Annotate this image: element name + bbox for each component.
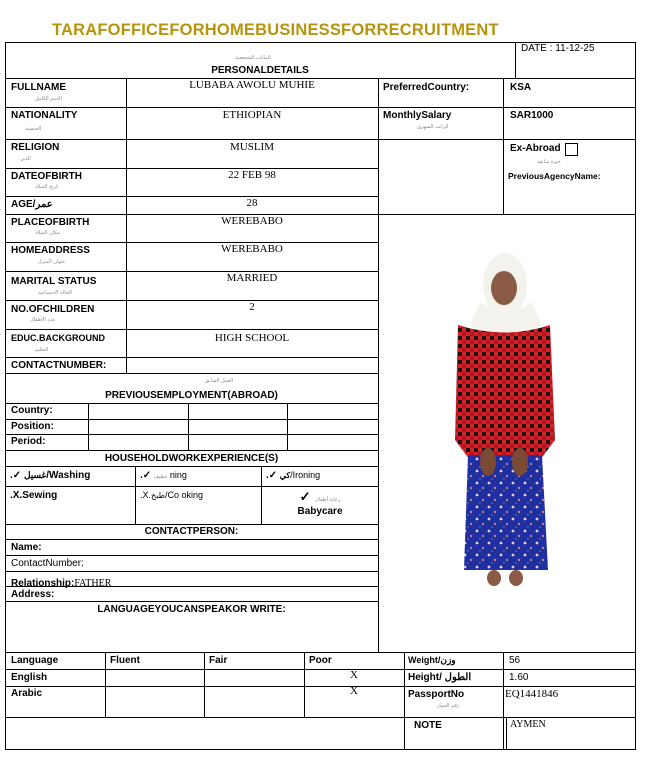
religion-value: MUSLIM <box>229 141 274 153</box>
prev-employment-heading: PREVIOUSEMPLOYMENT(ABROAD) <box>105 390 278 401</box>
applicant-photo <box>450 240 560 590</box>
full-name-label: FULLNAME <box>11 82 66 93</box>
salary-arabic: الراتب الشهري <box>417 124 449 130</box>
marital-status-label: MARITAL STATUS <box>11 276 97 287</box>
passport-arabic: رقم الجواز <box>437 703 460 709</box>
contact-number-label: CONTACTNUMBER: <box>11 360 107 371</box>
lang-arabic: Arabic <box>11 688 43 699</box>
home-address-arabic: عنوان المنزل <box>38 259 66 265</box>
prev-period-label: Period: <box>11 436 46 447</box>
dob-arabic: تاريخ الميلاد <box>35 184 60 190</box>
children-label: NO.OFCHILDREN <box>11 304 95 315</box>
home-address-label: HOMEADDRESS <box>11 245 90 256</box>
height-label: Height/ الطول <box>408 672 472 683</box>
lang-header-fluent: Fluent <box>110 655 140 666</box>
cooking-arabic: طبخ <box>151 491 165 500</box>
full-name-arabic: الاسم الكامل <box>35 96 63 102</box>
date-label: DATE : 11-12-25 <box>521 43 595 54</box>
children-arabic: عدد الأطفال <box>30 317 56 323</box>
contact-number-person-label: ContactNumber: <box>11 558 84 569</box>
cleaning-arabic: تنظيف <box>153 474 168 480</box>
marital-status-value: MARRIED <box>226 272 278 284</box>
washing-label: /Washing <box>46 470 91 481</box>
dob-label: DATEOFBIRTH <box>11 171 82 182</box>
note-value: AYMEN <box>510 719 546 730</box>
height-value: 1.60 <box>509 672 529 683</box>
monthly-salary-label: MonthlySalary <box>383 110 452 121</box>
personal-details-heading: PERSONALDETAILS <box>211 65 309 76</box>
lang-header-language: Language <box>11 655 59 666</box>
check-icon: .✓ <box>10 470 22 481</box>
contact-person-heading: CONTACTPERSON: <box>144 526 239 537</box>
prev-position-label: Position: <box>11 421 54 432</box>
contact-name-label: Name: <box>11 542 42 553</box>
education-value: HIGH SCHOOL <box>214 332 290 344</box>
religion-label: RELIGION <box>11 142 60 153</box>
previous-agency-label: PreviousAgencyName: <box>508 171 601 181</box>
skill-cooking <box>140 490 203 500</box>
skill-washing <box>10 470 90 481</box>
pob-arabic: مكان الميلاد <box>35 230 60 236</box>
home-address-value: WEREBABO <box>221 243 283 255</box>
ironing-label: /Ironing <box>290 470 321 480</box>
skill-sewing <box>10 490 57 501</box>
contact-address-label: Address: <box>11 589 55 600</box>
check-icon: .✓ <box>140 470 152 481</box>
place-of-birth-label: PLACEOFBIRTH <box>11 217 90 228</box>
age-label: AGE/عمر <box>11 199 53 210</box>
relationship-value: FATHER <box>74 578 112 589</box>
x-mark-icon: .X. <box>140 490 152 500</box>
dob-value: 22 FEB 98 <box>228 169 276 181</box>
sewing-label: Sewing <box>22 490 58 501</box>
passport-value: EQ1441846 <box>505 688 559 700</box>
nationality-label: NATIONALITY <box>11 110 78 121</box>
preferred-country-value: KSA <box>510 82 532 93</box>
check-icon: .✓ <box>266 470 278 481</box>
personal-details-arabic: البيانات الشخصية <box>235 55 271 61</box>
age-value: 28 <box>246 197 258 209</box>
full-name-value: LUBABA AWOLU MUHIE <box>189 79 315 91</box>
cleaning-label: ning <box>169 470 187 480</box>
check-icon: ✓ <box>299 489 311 504</box>
weight-label: Weight/وزن <box>408 655 456 665</box>
languages-heading: LANGUAGEYOUCANSPEAKOR WRITE: <box>97 604 286 615</box>
children-value: 2 <box>249 301 255 313</box>
preferred-country-label: PreferredCountry: <box>383 82 470 93</box>
document-title: TARAFOFFICEFORHOMEBUSINESSFORRECRUITMENT <box>52 21 499 39</box>
lang-header-poor: Poor <box>309 655 332 666</box>
lang-english: English <box>11 672 48 683</box>
babycare-label: Babycare <box>297 506 343 517</box>
ex-abroad-label: Ex-Abroad <box>510 143 561 154</box>
education-label: EDUC.BACKGROUND <box>11 333 105 343</box>
lang-english-poor-mark: X <box>350 669 358 681</box>
lang-arabic-poor-mark: X <box>350 685 358 697</box>
religion-arabic: الدين <box>20 156 31 162</box>
place-of-birth-value: WEREBABO <box>221 215 283 227</box>
washing-arabic: غسيل <box>23 470 47 480</box>
relationship-label: Relationship: <box>11 578 75 589</box>
ironing-arabic: كي <box>279 471 291 480</box>
skill-babycare <box>262 488 378 517</box>
marital-arabic: الحالة الاجتماعية <box>38 290 72 296</box>
x-mark-icon: .X. <box>10 490 23 501</box>
monthly-salary-value: SAR1000 <box>510 110 554 121</box>
skill-ironing <box>266 470 320 481</box>
passport-label: PassportNo <box>408 689 465 700</box>
ex-abroad-checkbox[interactable] <box>565 143 578 156</box>
nationality-value: ETHIOPIAN <box>222 109 282 121</box>
note-label: NOTE <box>414 720 442 731</box>
education-arabic: التعليم <box>35 347 49 353</box>
skill-cleaning <box>140 470 187 481</box>
weight-value: 56 <box>509 655 521 666</box>
cooking-label: /Co oking <box>164 490 203 500</box>
prev-employment-arabic: العمل السابق <box>205 378 234 384</box>
lang-header-fair: Fair <box>209 655 228 666</box>
household-heading: HOUSEHOLDWORKEXPERIENCE(S) <box>104 453 279 464</box>
nationality-arabic: الجنسية <box>25 126 42 132</box>
prev-country-label: Country: <box>11 405 53 416</box>
babycare-arabic: رعاية أطفال <box>314 497 341 503</box>
ex-abroad-arabic: خبرة سابقة <box>537 159 561 165</box>
